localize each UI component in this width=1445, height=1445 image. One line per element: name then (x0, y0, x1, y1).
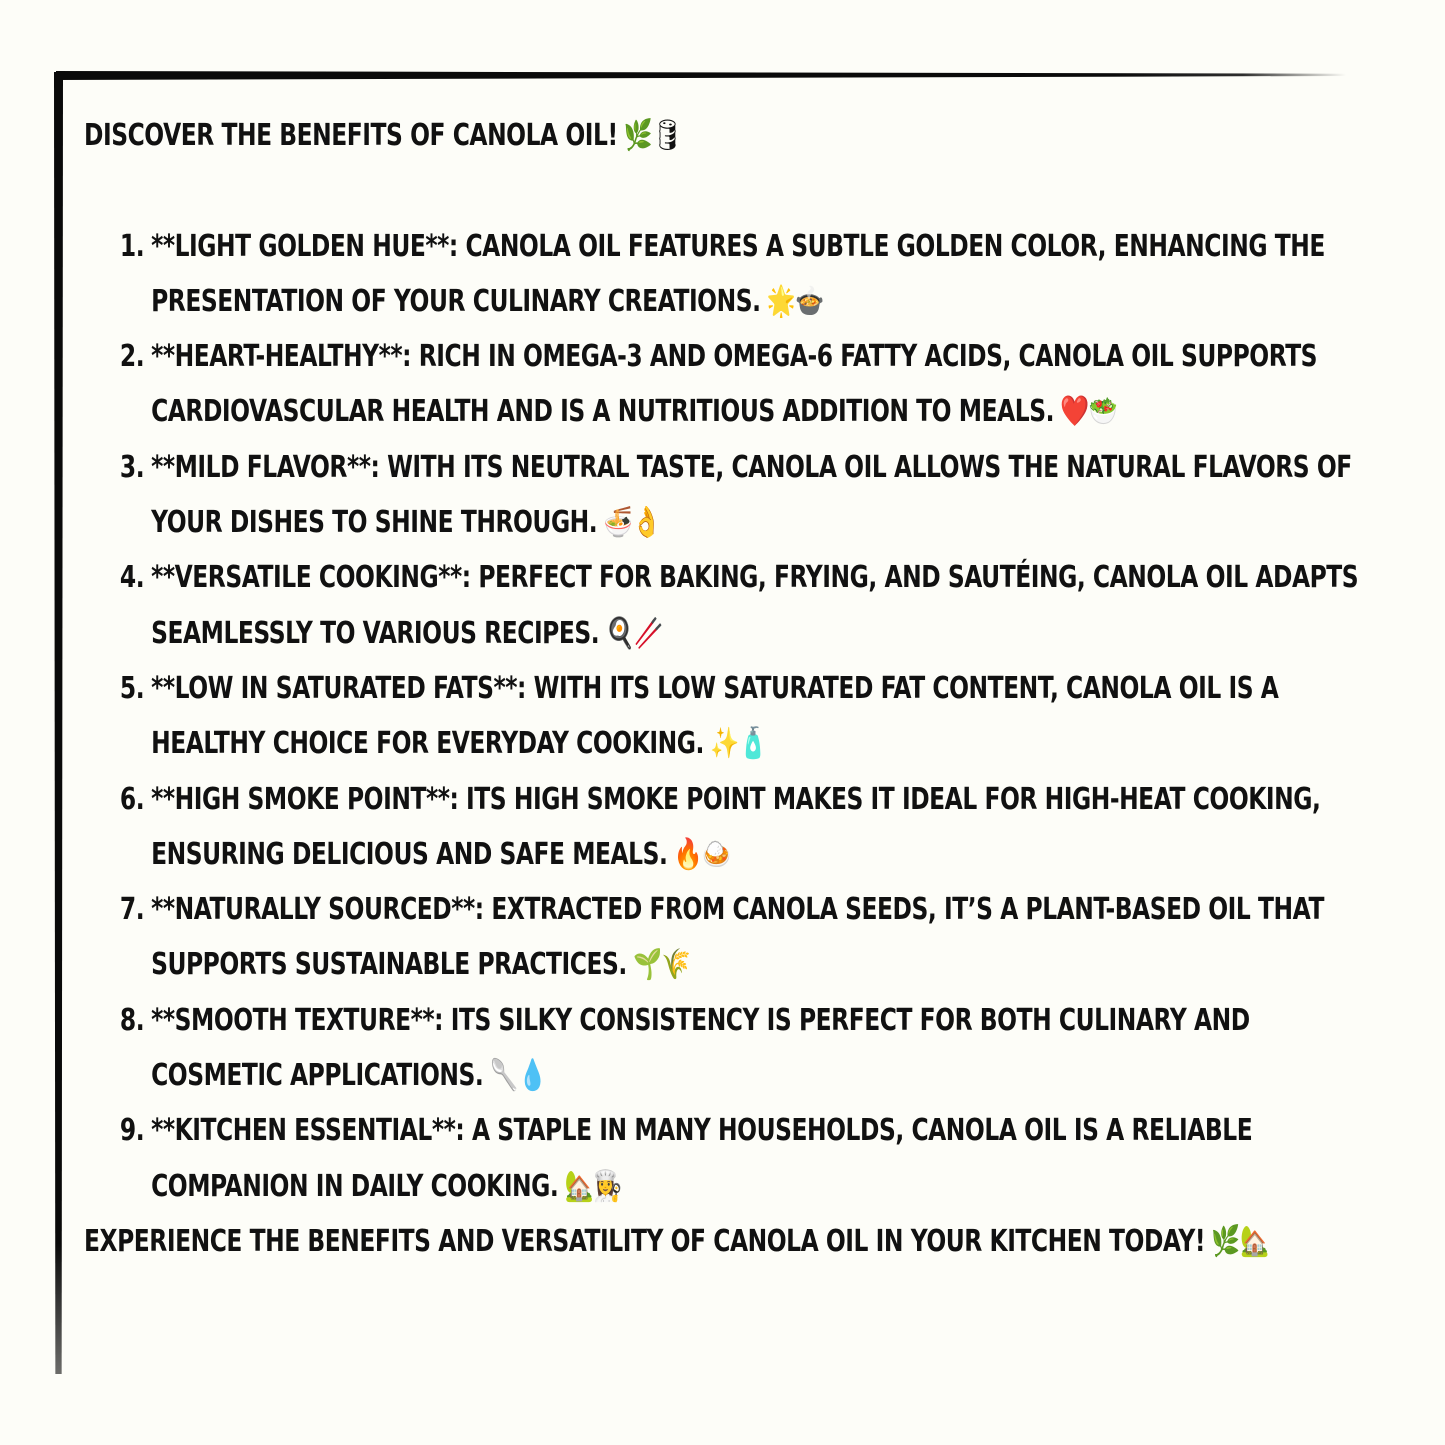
item-number: 6. (119, 781, 145, 817)
spacer (84, 163, 1090, 218)
list-item (84, 329, 1360, 440)
post-title (84, 108, 1090, 163)
leaf-house-icon: 🌿🏡 (1211, 1223, 1269, 1259)
item-text: **HEART-HEALTHY**: RICH IN OMEGA-3 AND OMEGA-6 FATTY ACIDS, CANOLA OIL SUPPORTS CARDIOVASCULAR HEALTH AND IS A NUTRITIOUS ADDITION TO MEALS. (151, 339, 1318, 430)
closing-line (84, 1214, 1379, 1269)
frying-pan-chopsticks-icon: 🍳🥢 (605, 615, 663, 651)
list-item (84, 772, 1360, 883)
list-item (84, 440, 1360, 551)
item-number: 7. (119, 892, 145, 928)
item-number: 9. (119, 1113, 145, 1149)
spoon-droplet-icon: 🥄💧 (489, 1058, 547, 1094)
heart-salad-icon: ❤️🥗 (1060, 394, 1118, 430)
item-text: **SMOOTH TEXTURE**: ITS SILKY CONSISTENCY IS PERFECT FOR BOTH CULINARY AND COSMETIC APPLICATIONS. (151, 1002, 1250, 1094)
card-left-border (54, 72, 63, 1374)
list-item (84, 993, 1360, 1104)
noodles-ok-hand-icon: 🍜👌 (603, 505, 661, 541)
list-item (84, 550, 1360, 661)
benefits-list (84, 219, 1359, 1214)
title-text: DISCOVER THE BENEFITS OF CANOLA OIL! (84, 118, 618, 153)
list-item (84, 219, 1360, 330)
item-text: **VERSATILE COOKING**: PERFECT FOR BAKING, FRYING, AND SAUTÉING, CANOLA OIL ADAPTS SEAMLESSLY TO VARIOUS RECIPES. (151, 560, 1359, 651)
closing-text: EXPERIENCE THE BENEFITS AND VERSATILITY OF CANOLA OIL IN YOUR KITCHEN TODAY! (84, 1223, 1206, 1259)
item-number: 8. (119, 1002, 145, 1038)
list-item (84, 661, 1360, 772)
item-number: 5. (119, 670, 145, 706)
post-content (84, 108, 1359, 1269)
item-number: 1. (119, 228, 145, 264)
star-bowl-icon: 🌟🍲 (766, 283, 825, 319)
item-text: **MILD FLAVOR**: WITH ITS NEUTRAL TASTE, CANOLA OIL ALLOWS THE NATURAL FLAVORS OF YOUR DISHES TO SHINE THROUGH. (151, 449, 1352, 541)
item-text: **HIGH SMOKE POINT**: ITS HIGH SMOKE POINT MAKES IT IDEAL FOR HIGH-HEAT COOKING, ENSURING DELICIOUS AND SAFE MEALS. (151, 781, 1321, 872)
fire-curry-icon: 🔥🍛 (673, 836, 732, 872)
item-number: 4. (119, 560, 145, 596)
house-cook-icon: 🏡👩‍🍳 (564, 1168, 622, 1204)
item-number: 2. (119, 339, 145, 375)
list-item (84, 1103, 1360, 1214)
leaf-oil-drum-icon: 🌿🛢 (623, 118, 682, 153)
item-text: **NATURALLY SOURCED**: EXTRACTED FROM CANOLA SEEDS, IT’S A PLANT-BASED OIL THAT SUPPORTS SUSTAINABLE PRACTICES. (151, 892, 1324, 983)
item-text: **LOW IN SATURATED FATS**: WITH ITS LOW SATURATED FAT CONTENT, CANOLA OIL IS A HEALTHY CHOICE FOR EVERYDAY COOKING. (151, 670, 1279, 762)
sparkles-bottle-icon: ✨🧴 (710, 726, 768, 762)
item-text: **LIGHT GOLDEN HUE**: CANOLA OIL FEATURES A SUBTLE GOLDEN COLOR, ENHANCING THE PRESENTATION OF YOUR CULINARY CREATIONS. (151, 228, 1325, 319)
list-item (84, 882, 1360, 993)
item-text: **KITCHEN ESSENTIAL**: A STAPLE IN MANY HOUSEHOLDS, CANOLA OIL IS A RELIABLE COMPANION IN DAILY COOKING. (151, 1113, 1253, 1204)
item-number: 3. (119, 449, 145, 485)
seedling-wheat-icon: 🌱🌾 (633, 947, 691, 983)
